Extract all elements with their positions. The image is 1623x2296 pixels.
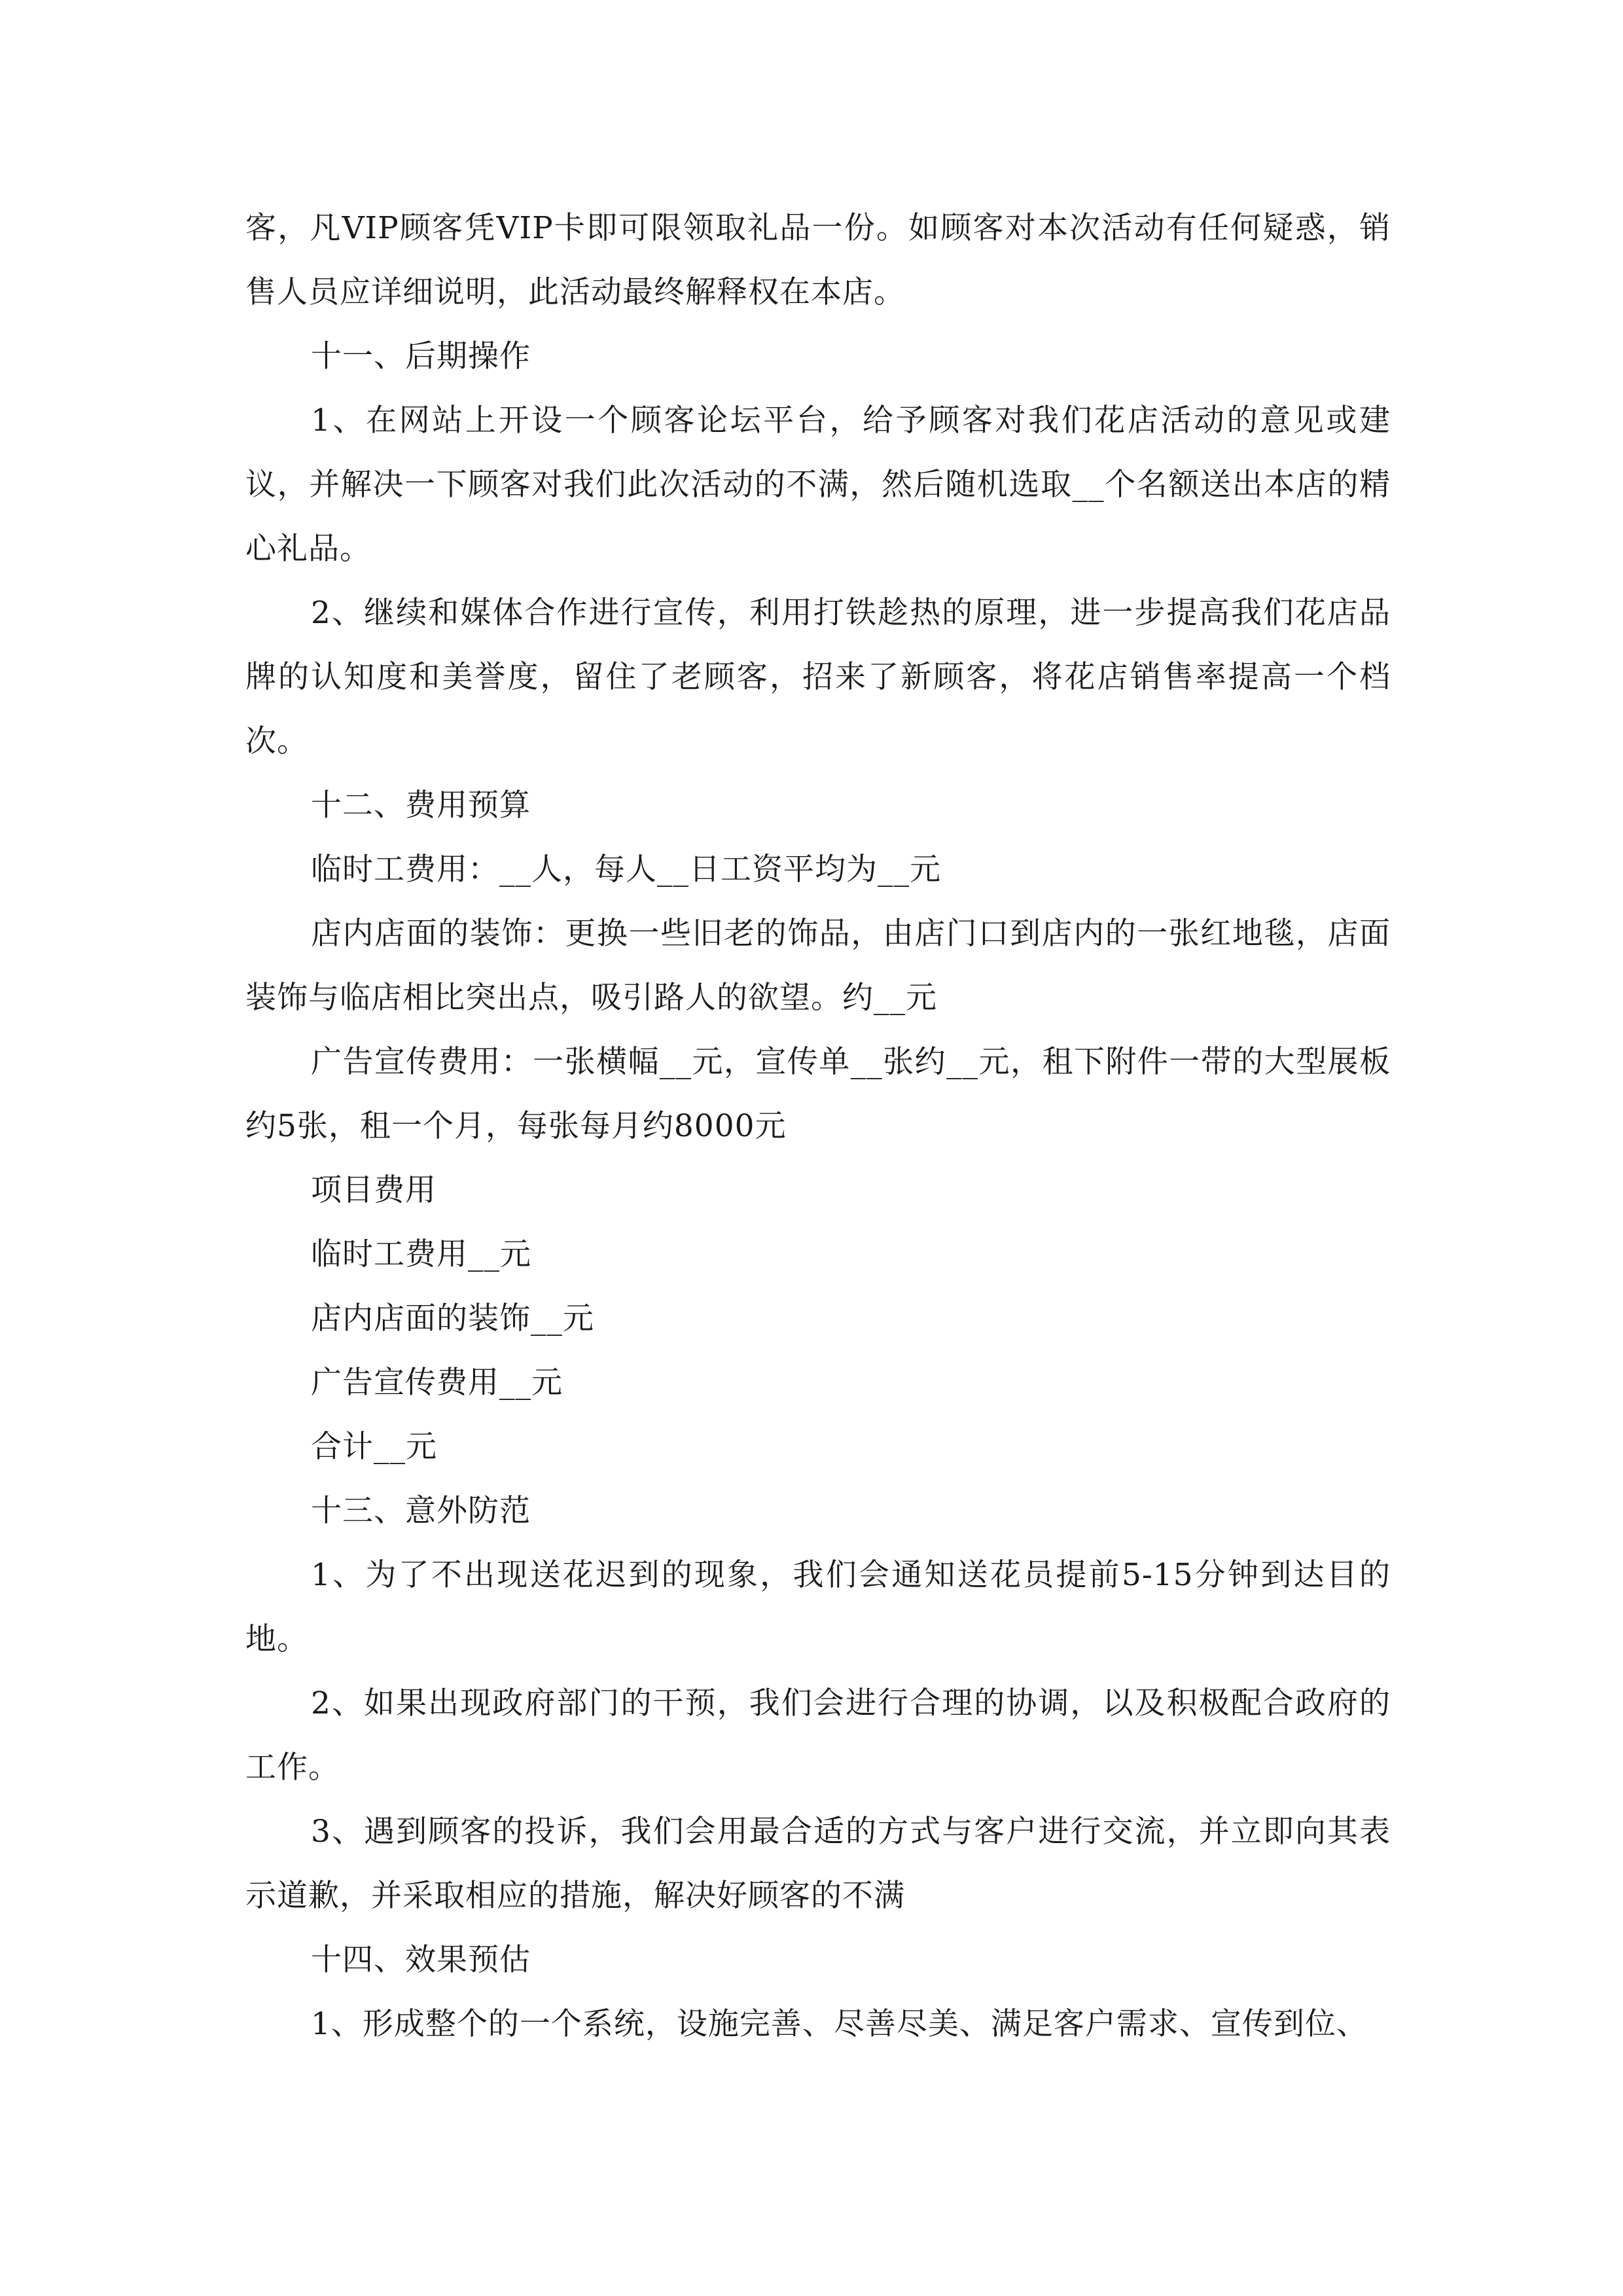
paragraph: 店内店面的装饰__元: [311, 1300, 594, 1336]
paragraph: 广告宣传费用：一张横幅__元，宣传单__张约__元，租下附件一带的大型展板约5张，租一个月，每张每月约8000元: [245, 1044, 1391, 1144]
paragraph: 1、在网站上开设一个顾客论坛平台，给予顾客对我们花店活动的意见或建议，并解决一下顾客对我们此次活动的不满，然后随机选取__个名额送出本店的精心礼品。: [245, 403, 1391, 567]
paragraph: 项目费用: [311, 1172, 437, 1208]
paragraph: 店内店面的装饰：更换一些旧老的饰品，由店门口到店内的一张红地毯，店面装饰与临店相比突出点，吸引路人的欲望。约__元: [245, 916, 1391, 1016]
paragraph: 1、为了不出现送花迟到的现象，我们会通知送花员提前5-15分钟到达目的地。: [245, 1557, 1391, 1657]
paragraph: 2、如果出现政府部门的干预，我们会进行合理的协调，以及积极配合政府的工作。: [245, 1685, 1391, 1785]
document-body: [245, 196, 1391, 2056]
paragraph: 临时工费用：__人，每人__日工资平均为__元: [311, 852, 941, 888]
paragraph: 合计__元: [311, 1429, 437, 1465]
paragraph: 广告宣传费用__元: [311, 1365, 563, 1401]
section-heading: 十二、费用预算: [311, 787, 531, 823]
paragraph: 客，凡VIP顾客凭VIP卡即可限领取礼品一份。如顾客对本次活动有任何疑惑，销售人员应详细说明，此活动最终解释权在本店。: [245, 210, 1391, 310]
paragraph: 3、遇到顾客的投诉，我们会用最合适的方式与客户进行交流，并立即向其表示道歉，并采取相应的措施，解决好顾客的不满: [245, 1814, 1391, 1914]
section-heading: 十四、效果预估: [311, 1942, 531, 1978]
paragraph: 1、形成整个的一个系统，设施完善、尽善尽美、满足客户需求、宣传到位、: [311, 2006, 1368, 2042]
section-heading: 十三、意外防范: [311, 1493, 531, 1529]
paragraph: 临时工费用__元: [311, 1236, 531, 1272]
paragraph: 2、继续和媒体合作进行宣传，利用打铁趁热的原理，进一步提高我们花店品牌的认知度和美誉度，留住了老顾客，招来了新顾客，将花店销售率提高一个档次。: [245, 595, 1391, 759]
section-heading: 十一、后期操作: [311, 338, 531, 374]
